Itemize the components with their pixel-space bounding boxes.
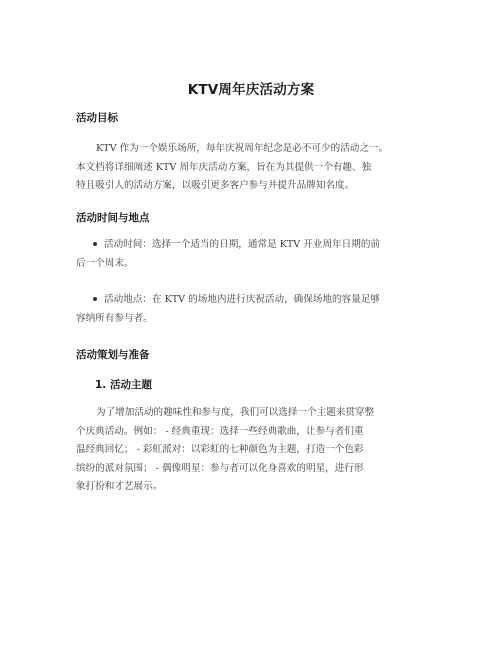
place-bullet <box>76 291 436 328</box>
section-heading-time-place: 活动时间与地点 <box>76 212 150 224</box>
theme-line-2: 个庆典活动。例如： - 经典重现：选择一些经典歌曲，让参与者们重 <box>76 425 364 437</box>
goal-paragraph <box>76 140 436 196</box>
bullet-icon <box>93 297 97 301</box>
section-heading-goal: 活动目标 <box>76 112 118 124</box>
document-title: KTV周年庆活动方案 <box>187 82 315 98</box>
theme-line-5: 象打扮和才艺展示。 <box>76 481 163 492</box>
goal-line-2: 本文档将详细阐述 KTV 周年庆活动方案，旨在为其提供一个有趣、独 <box>76 161 372 173</box>
time-bullet <box>76 236 436 273</box>
place-bullet-line-2: 容纳所有参与者。 <box>76 312 153 324</box>
time-bullet-line-2: 后一个周末。 <box>76 257 134 269</box>
place-bullet-line-1: 活动地点：在 KTV 的场地内进行庆祝活动，确保场地的容量足够 <box>104 294 381 305</box>
theme-paragraph <box>76 404 436 497</box>
theme-line-1: 为了增加活动的趣味性和参与度，我们可以选择一个主题来贯穿整 <box>96 407 375 418</box>
bullet-icon <box>93 242 97 246</box>
theme-line-3: 温经典回忆； - 彩虹派对：以彩虹的七种颜色为主题，打造一个色彩 <box>76 444 364 455</box>
theme-line-4: 缤纷的派对氛围； - 偶像明星：参与者可以化身喜欢的明星，进行形 <box>76 462 364 474</box>
subheading-theme: 1. 活动主题 <box>95 379 152 391</box>
goal-line-1: KTV 作为一个娱乐场所，每年庆祝周年纪念是必不可少的活动之一。 <box>96 143 389 154</box>
goal-line-3: 特且吸引人的活动方案，以吸引更多客户参与并提升品牌知名度。 <box>76 180 355 191</box>
section-heading-planning: 活动策划与准备 <box>76 349 150 361</box>
time-bullet-line-1: 活动时间：选择一个适当的日期，通常是 KTV 开业周年日期的前 <box>104 239 381 250</box>
